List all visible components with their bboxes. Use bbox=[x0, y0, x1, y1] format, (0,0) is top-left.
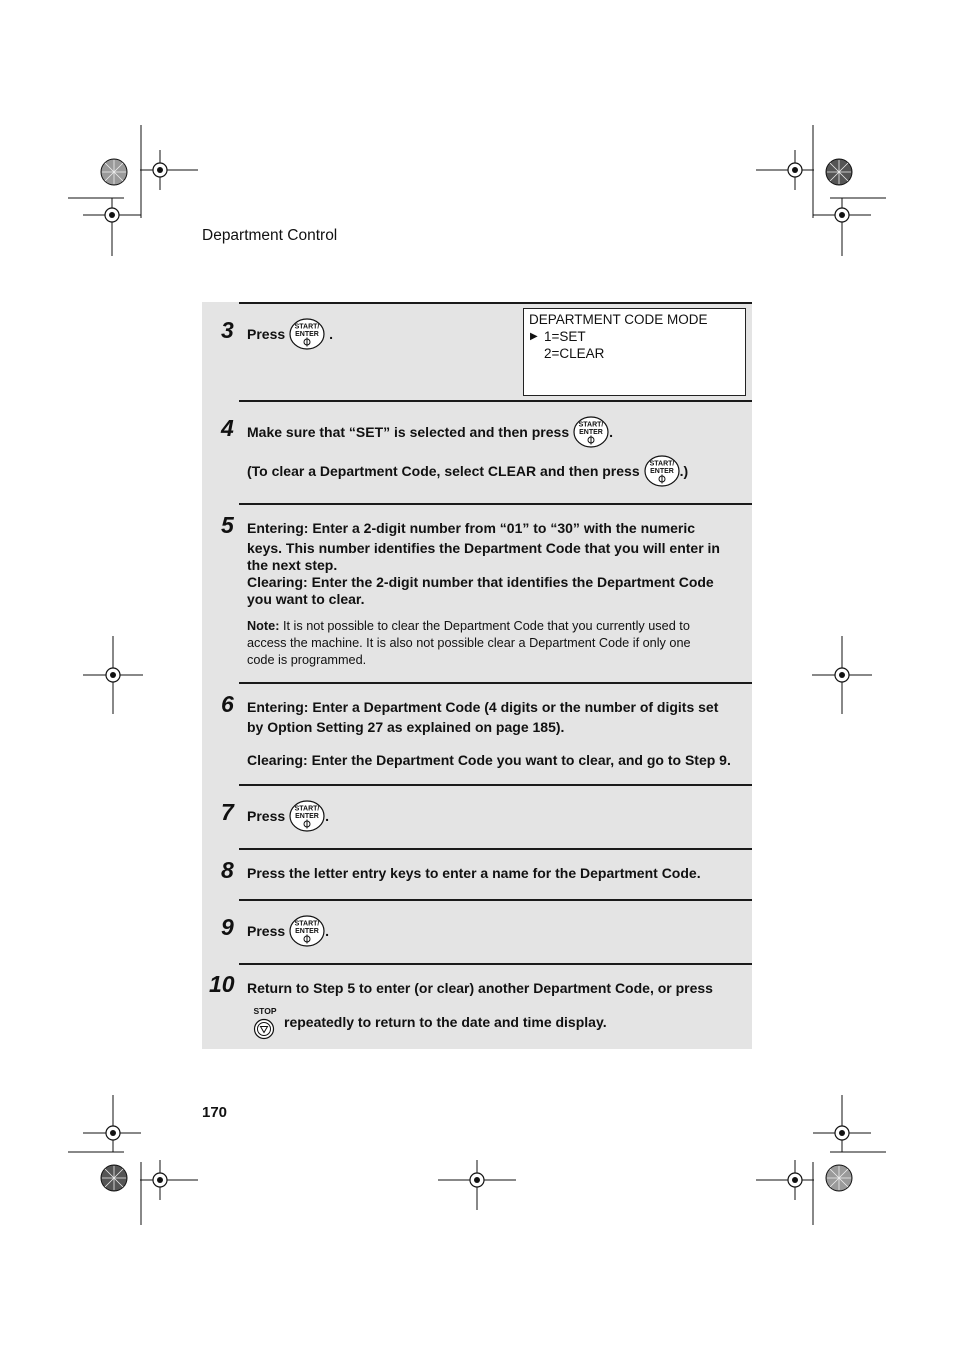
stop-symbol-icon bbox=[251, 1016, 279, 1040]
note-label: Note: bbox=[247, 619, 280, 633]
svg-text:ENTER: ENTER bbox=[295, 813, 320, 820]
step-7-text: Press START/ ENTER . bbox=[247, 800, 744, 832]
divider bbox=[239, 784, 752, 786]
svg-text:START/: START/ bbox=[294, 920, 320, 928]
step-number: 10 bbox=[209, 971, 235, 997]
display-line-2: 1=SET bbox=[544, 329, 586, 344]
step-number: 9 bbox=[221, 914, 234, 940]
step-number: 4 bbox=[221, 415, 234, 441]
step-4-line-2: (To clear a Department Code, select CLEAR and then press START/ ENTER .) bbox=[247, 455, 744, 487]
step-number: 3 bbox=[221, 317, 234, 343]
start-enter-button-icon bbox=[289, 915, 325, 947]
step-number: 8 bbox=[221, 857, 234, 883]
start-enter-button-icon bbox=[573, 416, 609, 448]
divider bbox=[239, 963, 752, 965]
display-line-3: 2=CLEAR bbox=[544, 346, 605, 361]
step-5-note: Note: It is not possible to clear the Department Code that you currently used to access the machine. It is also not possible clear a Department Code if only one code is programmed. bbox=[247, 619, 691, 667]
step-6-text: Entering: Enter a Department Code (4 digits or the number of digits set by Option Setting 27 as explained on page 185). Clearing: Enter the Department Code you want to clear, and go to Step 9. bbox=[247, 699, 731, 768]
start-enter-button-icon bbox=[289, 318, 325, 350]
display-line-1: DEPARTMENT CODE MODE bbox=[529, 312, 708, 327]
section-header: Department Control bbox=[202, 227, 338, 244]
divider bbox=[239, 302, 752, 304]
step-5-text: Entering: Enter a 2-digit number from “01” to “30” with the numeric keys. This number identifies the Department Code that you will enter in the next step. Clearing: Enter the 2-digit number that identifies the Department Code you want to clear. bbox=[247, 520, 720, 607]
svg-text:ENTER: ENTER bbox=[579, 429, 603, 436]
step-number: 5 bbox=[221, 512, 234, 538]
step-9-text: Press START/ ENTER . bbox=[247, 915, 744, 947]
step-10-line-1: Return to Step 5 to enter (or clear) another Department Code, or press bbox=[247, 980, 713, 996]
svg-text:ENTER: ENTER bbox=[295, 331, 320, 338]
divider bbox=[239, 899, 752, 901]
svg-text:ENTER: ENTER bbox=[649, 468, 674, 475]
divider bbox=[239, 400, 752, 402]
steps-panel bbox=[202, 302, 752, 1049]
stop-button-icon: STOP bbox=[251, 1006, 279, 1040]
svg-text:START/: START/ bbox=[294, 805, 320, 813]
step-number: 7 bbox=[221, 799, 234, 825]
selection-arrow-icon: ▶ bbox=[530, 331, 538, 342]
step-4-line-1: Make sure that “SET” is selected and then press START/ ENTER . bbox=[247, 416, 744, 448]
svg-text:START/: START/ bbox=[294, 323, 320, 331]
step-3-text: Press START/ ENTER . bbox=[247, 318, 744, 350]
step-number: 6 bbox=[221, 691, 234, 717]
step-10-line-2: repeatedly to return to the date and time display. bbox=[284, 1014, 607, 1030]
start-enter-button-icon bbox=[644, 455, 680, 487]
divider bbox=[239, 503, 752, 505]
svg-text:START/: START/ bbox=[649, 460, 675, 468]
divider bbox=[239, 682, 752, 684]
page-number: 170 bbox=[202, 1104, 228, 1121]
start-enter-button-icon bbox=[289, 800, 325, 832]
divider bbox=[239, 848, 752, 850]
svg-text:START/: START/ bbox=[578, 421, 604, 429]
step-8-text: Press the letter entry keys to enter a name for the Department Code. bbox=[247, 865, 701, 881]
svg-text:ENTER: ENTER bbox=[295, 928, 320, 935]
